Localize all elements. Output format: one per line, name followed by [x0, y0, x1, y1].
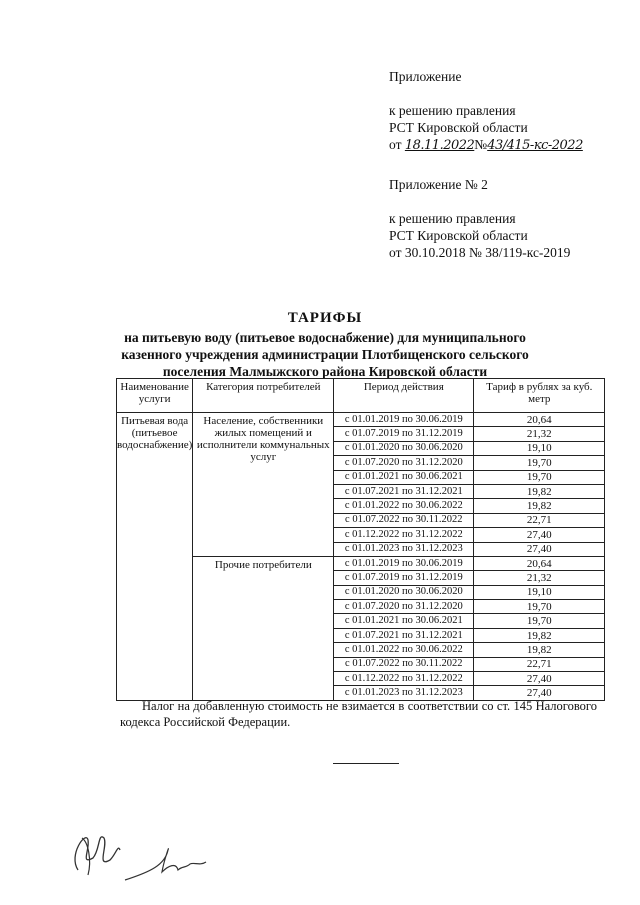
cell-period: с 01.12.2022 по 31.12.2022	[334, 672, 474, 686]
cell-tariff: 19,70	[474, 600, 605, 614]
cell-tariff: 27,40	[474, 528, 605, 542]
cell-period: с 01.07.2019 по 31.12.2019	[334, 571, 474, 585]
cell-period: с 01.07.2020 по 31.12.2020	[334, 456, 474, 470]
cell-period: с 01.01.2022 по 30.06.2022	[334, 499, 474, 513]
date-prefix: от	[389, 137, 402, 152]
cell-service-name: Питьевая вода (питьевое водоснабжение)	[117, 413, 193, 701]
cell-tariff: 27,40	[474, 542, 605, 556]
appendix2-title: Приложение № 2	[389, 177, 488, 192]
handwritten-date: 18.11.2022	[404, 138, 475, 153]
document-heading	[90, 310, 560, 380]
cell-period: с 01.12.2022 по 31.12.2022	[334, 528, 474, 542]
cell-period: с 01.01.2019 по 30.06.2019	[334, 413, 474, 427]
signature-left-icon	[58, 820, 128, 880]
appendix2-block	[389, 176, 570, 261]
cell-tariff: 19,82	[474, 628, 605, 642]
cell-tariff: 19,82	[474, 499, 605, 513]
cell-period: с 01.07.2020 по 31.12.2020	[334, 600, 474, 614]
appendix-decision-line: к решению правления	[389, 103, 516, 118]
cell-tariff: 21,32	[474, 571, 605, 585]
appendix2-decision-line: к решению правления	[389, 211, 516, 226]
cell-period: с 01.01.2020 по 30.06.2020	[334, 441, 474, 455]
cell-tariff: 19,82	[474, 484, 605, 498]
end-divider	[333, 763, 399, 764]
heading-line-1: на питьевую воду (питьевое водоснабжение) для муниципального	[124, 330, 526, 345]
cell-tariff: 27,40	[474, 672, 605, 686]
cell-tariff: 19,70	[474, 614, 605, 628]
cell-period: с 01.07.2021 по 31.12.2021	[334, 484, 474, 498]
header-tariff: Тариф в рублях за куб. метр	[474, 379, 605, 413]
cell-tariff: 22,71	[474, 657, 605, 671]
header-category: Категория потребителей	[193, 379, 334, 413]
cell-tariff: 19,10	[474, 441, 605, 455]
signature-right-icon	[120, 840, 220, 885]
cell-tariff: 19,70	[474, 456, 605, 470]
header-service: Наименование услуги	[117, 379, 193, 413]
cell-category: Население, собственники жилых помещений и исполнители коммунальных услуг	[193, 413, 334, 557]
appendix-authority-line: РСТ Кировской области	[389, 120, 528, 135]
header-period: Период действия	[334, 379, 474, 413]
vat-note: Налог на добавленную стоимость не взимается в соответствии со ст. 145 Налогового кодекса Российской Федерации.	[120, 699, 597, 729]
cell-tariff: 22,71	[474, 513, 605, 527]
cell-period: с 01.01.2023 по 31.12.2023	[334, 686, 474, 700]
cell-period: с 01.01.2023 по 31.12.2023	[334, 542, 474, 556]
appendix-date-line	[389, 136, 583, 154]
heading-line-3: поселения Малмыжского района Кировской области	[162, 364, 488, 379]
cell-period: с 01.07.2022 по 30.11.2022	[334, 657, 474, 671]
cell-period: с 01.07.2021 по 31.12.2021	[334, 628, 474, 642]
tariff-table	[116, 378, 605, 701]
number-sign: №	[474, 137, 488, 152]
cell-tariff: 27,40	[474, 686, 605, 700]
handwritten-number: 43/415-кс-2022	[487, 138, 583, 153]
cell-period: с 01.01.2020 по 30.06.2020	[334, 585, 474, 599]
cell-period: с 01.07.2022 по 30.11.2022	[334, 513, 474, 527]
cell-period: с 01.01.2022 по 30.06.2022	[334, 643, 474, 657]
table-header-row	[117, 379, 605, 413]
appendix-title: Приложение	[389, 69, 462, 84]
appendix-block	[389, 68, 583, 154]
cell-tariff: 19,10	[474, 585, 605, 599]
cell-tariff: 20,64	[474, 556, 605, 570]
cell-tariff: 19,70	[474, 470, 605, 484]
cell-period: с 01.07.2019 по 31.12.2019	[334, 427, 474, 441]
table-row	[117, 413, 605, 427]
heading-title: ТАРИФЫ	[287, 310, 363, 326]
cell-tariff: 20,64	[474, 413, 605, 427]
cell-tariff: 21,32	[474, 427, 605, 441]
cell-category: Прочие потребители	[193, 556, 334, 700]
cell-period: с 01.01.2019 по 30.06.2019	[334, 556, 474, 570]
appendix2-authority-line: РСТ Кировской области	[389, 228, 528, 243]
cell-tariff: 19,82	[474, 643, 605, 657]
cell-period: с 01.01.2021 по 30.06.2021	[334, 614, 474, 628]
cell-period: с 01.01.2021 по 30.06.2021	[334, 470, 474, 484]
appendix2-date-line: от 30.10.2018 № 38/119-кс-2019	[389, 245, 571, 260]
heading-line-2: казенного учреждения администрации Плотбищенского сельского	[121, 347, 529, 362]
